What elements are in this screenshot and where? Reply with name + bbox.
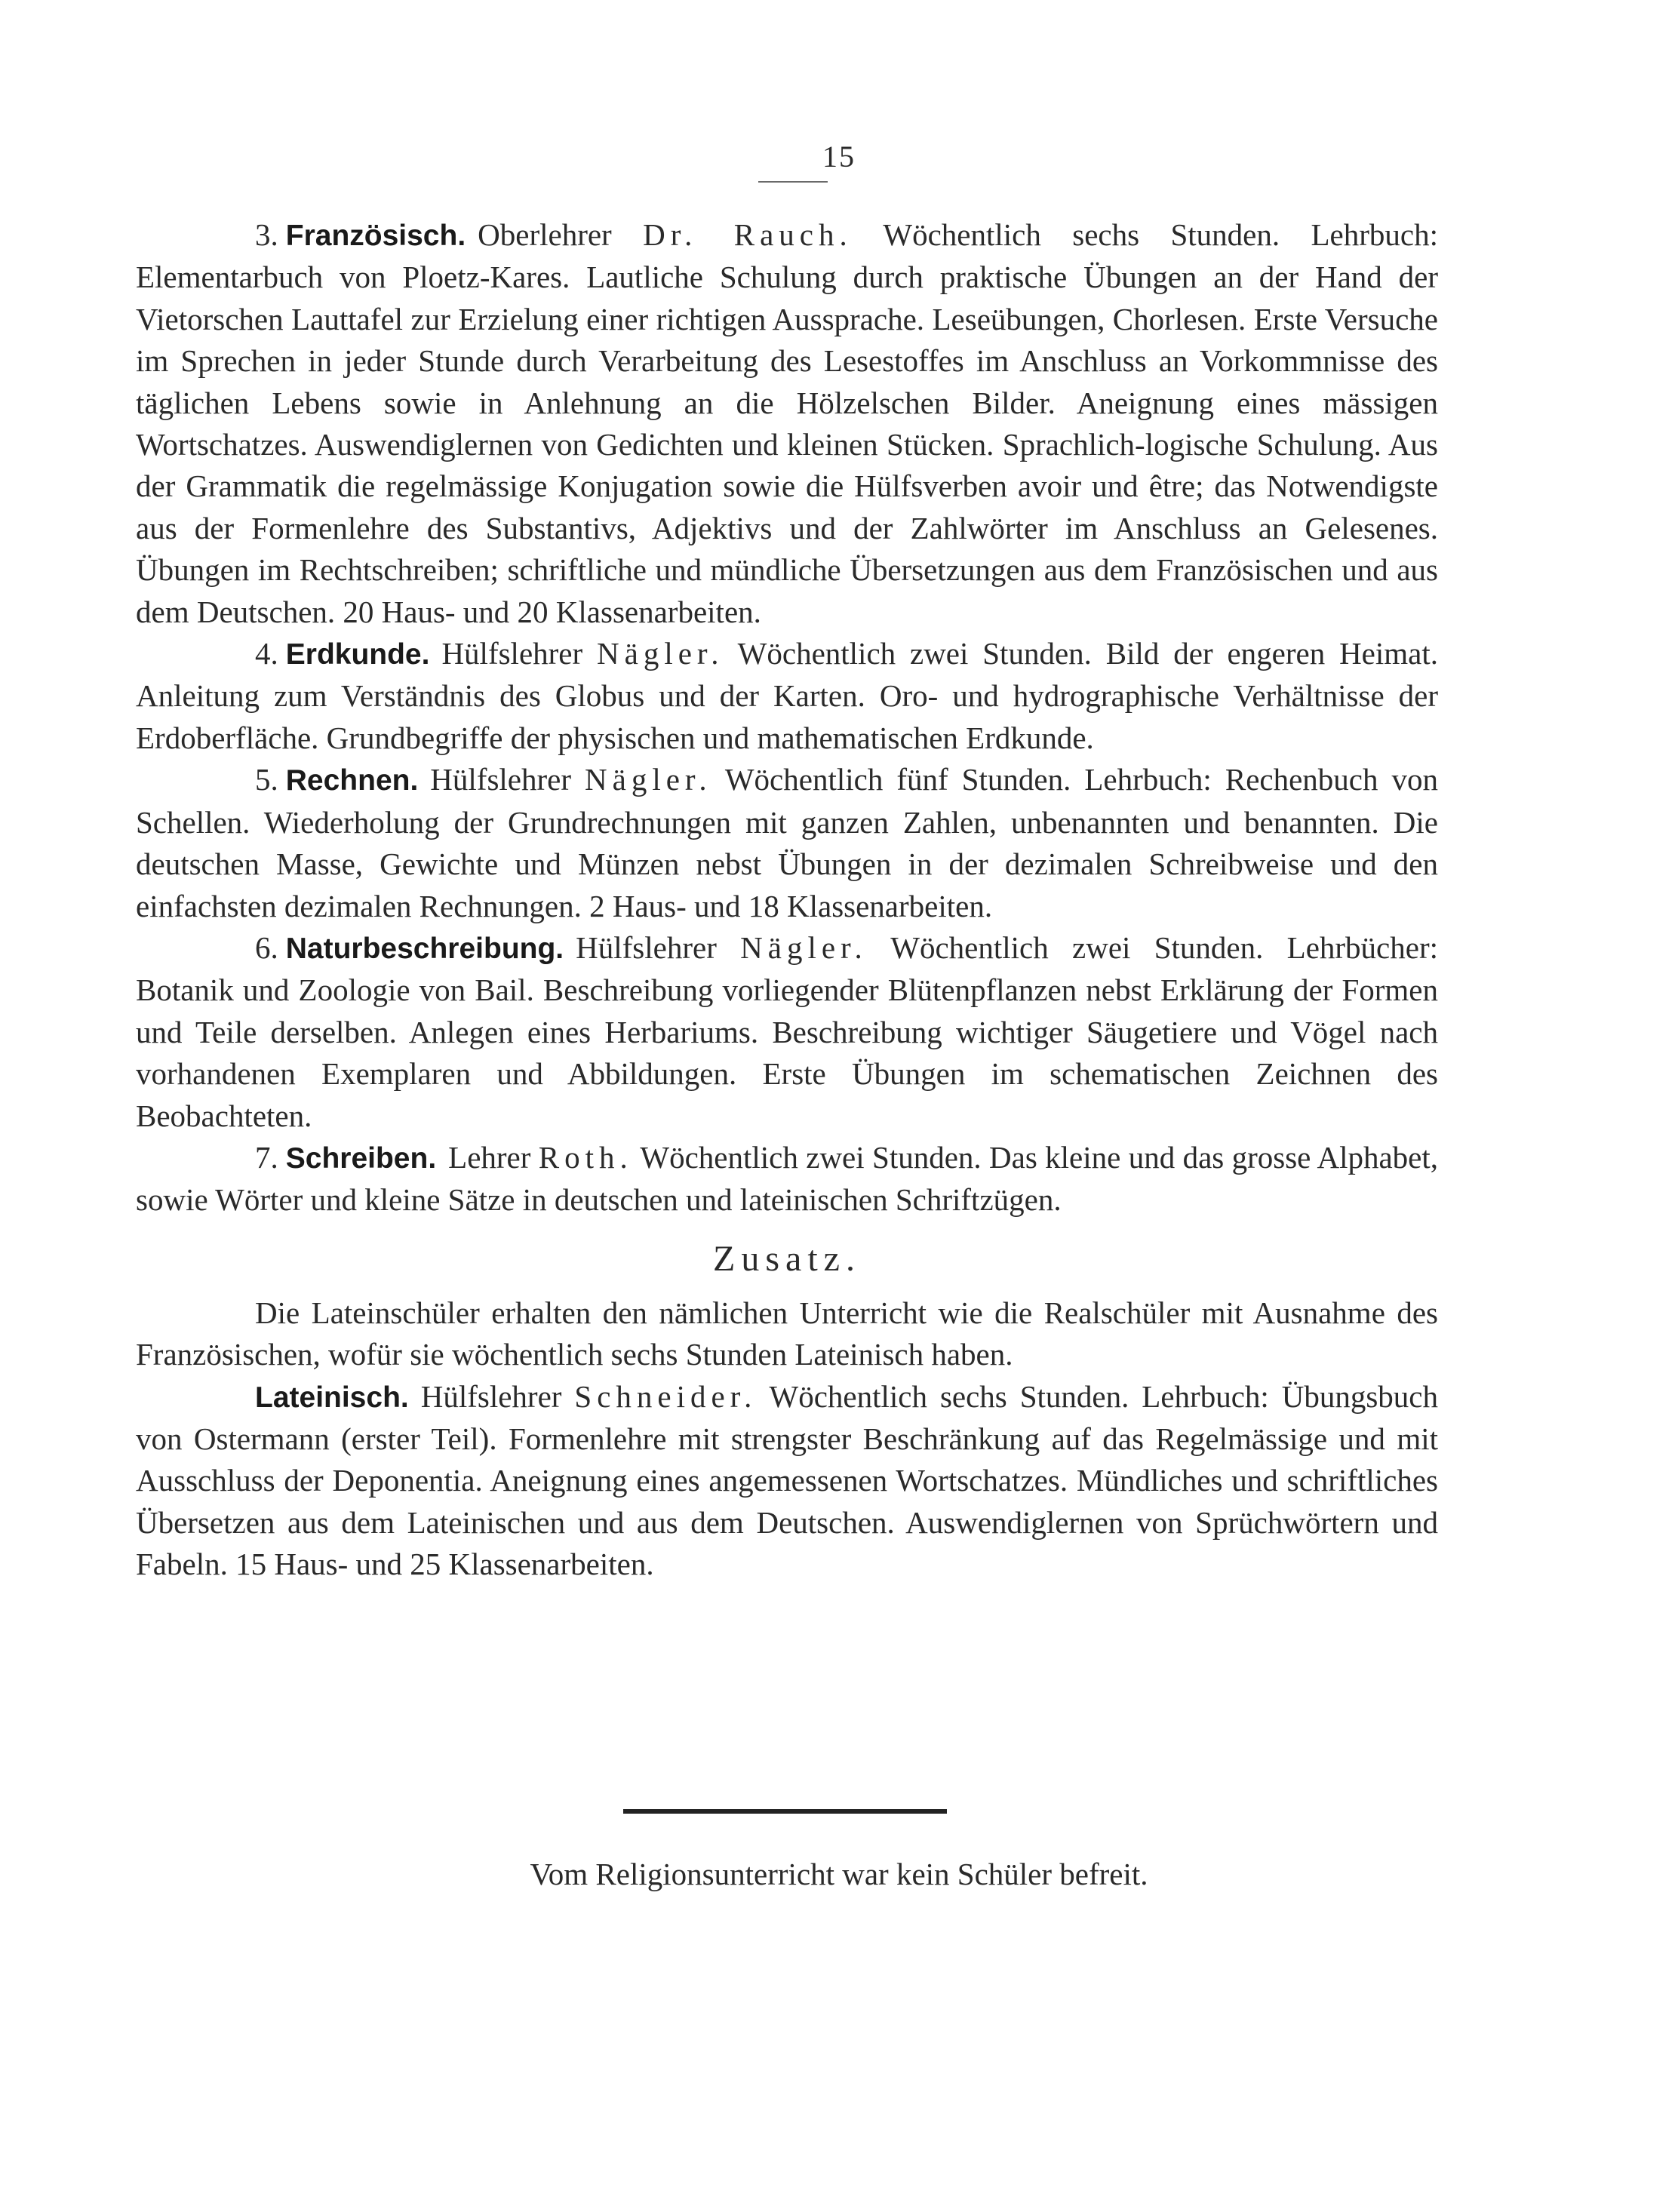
section-text: Wöchentlich sechs Stunden. Lehrbuch: Elementarbuch von Ploetz-Kares. Lautliche Schulung durch praktische Übungen an der Hand der Vietorschen Lauttafel zur Erzielung einer richtigen Aussprache. Leseübungen, Chorlesen. Erste Versuche im Sprechen in jeder Stunde durch Verarbeitung des Lesestoffes im Anschluss an Vorkommnisse des täglichen Lebens sowie in Anlehnung an die Hölzelschen Bilder. Aneignung eines mässigen Wortschatzes. Auswendiglernen von Gedichten und kleinen Stücken. Sprachlich-logische Schulung. Aus der Grammatik die regelmässige Konjugation sowie die Hülfsverben avoir und être; das Notwendigste aus der Formenlehre des Substantivs, Adjektivs und der Zahlwörter im Anschluss an Gelesenes. Übungen im Rechtschreiben; schriftliche und mündliche Übersetzungen aus dem Französischen und aus dem Deutschen. 20 Haus- und 20 Klassenarbeiten.	[136, 217, 1438, 629]
section-erdkunde	[136, 633, 1438, 759]
section-franzoesisch	[136, 214, 1438, 633]
section-subject: Schreiben.	[285, 1141, 437, 1175]
section-text: Wöchentlich zwei Stunden. Lehrbücher: Botanik und Zoologie von Bail. Beschreibung vorliegender Blütenpflanzen nebst Erklärung der Formen und Teile derselben. Anlegen eines Herbariums. Beschreibung wichtiger Säugetiere und Vögel nach vorhandenen Exemplaren und Abbildungen. Erste Übungen im schematischen Zeichnen des Beobachteten.	[136, 929, 1438, 1133]
teacher-name: Nägler.	[597, 636, 724, 671]
section-rechnen	[136, 759, 1438, 927]
teacher-title: Lehrer	[448, 1139, 539, 1175]
section-naturbeschreibung	[136, 927, 1438, 1137]
section-schreiben	[136, 1137, 1438, 1221]
document-body	[136, 214, 1438, 1586]
teacher-title: Hülfslehrer	[430, 762, 585, 797]
section-subject: Erdkunde.	[285, 638, 430, 671]
section-subject: Französisch.	[285, 220, 466, 252]
teacher-name: Schneider.	[574, 1378, 758, 1414]
page-number: 15	[822, 140, 856, 174]
teacher-name: Nägler.	[585, 762, 712, 797]
section-text: Wöchentlich zwei Stunden. Bild der engeren Heimat. Anleitung zum Verständnis des Globus und der Karten. Oro- und hydrographische Verhältnisse der Erdoberfläche. Grundbegriffe der physischen und mathematischen Erdkunde.	[136, 636, 1438, 755]
separator-rule	[623, 1809, 947, 1814]
section-text: Wöchentlich sechs Stunden. Lehrbuch: Übungsbuch von Ostermann (erster Teil). Formenlehre mit strengster Beschränkung auf das Regelmässige und mit Ausschluss der Deponentia. Aneignung eines angemessenen Wortschatzes. Mündliches und schriftliches Übersetzen aus dem Lateinischen und aus dem Deutschen. Auswendiglernen von Sprüchwörtern und Fabeln. 15 Haus- und 25 Klassenarbeiten.	[136, 1378, 1438, 1582]
teacher-name: Dr. Rauch.	[643, 217, 853, 252]
section-number: 6.	[255, 929, 278, 965]
page-number-underline	[758, 181, 828, 183]
teacher-name: Roth.	[538, 1139, 633, 1175]
section-text: Wöchentlich fünf Stunden. Lehrbuch: Rechenbuch von Schellen. Wiederholung der Grundrechnungen mit ganzen Zahlen, unbenannten und benannten. Die deutschen Masse, Gewichte und Münzen nebst Übungen in der dezimalen Schreibweise und den einfachsten dezimalen Rechnungen. 2 Haus- und 18 Klassenarbeiten.	[136, 762, 1439, 923]
section-subject: Naturbeschreibung.	[285, 932, 564, 965]
section-subject: Rechnen.	[285, 764, 419, 797]
section-lateinisch	[136, 1376, 1438, 1586]
teacher-title: Hülfslehrer	[576, 929, 741, 965]
section-subject: Lateinisch.	[255, 1381, 409, 1414]
teacher-title: Hülfslehrer	[420, 1378, 575, 1414]
section-number: 3.	[255, 217, 278, 252]
addendum-intro: Die Lateinschüler erhalten den nämlichen Unterricht wie die Realschüler mit Ausnahme des Französischen, wofür sie wöchentlich sechs Stunden Lateinisch haben.	[136, 1295, 1438, 1372]
teacher-title: Oberlehrer	[478, 217, 644, 252]
section-number: 4.	[255, 636, 278, 671]
section-text: Wöchentlich zwei Stunden. Das kleine und das grosse Alphabet, sowie Wörter und kleine Sätze in deutschen und lateinischen Schriftzügen.	[136, 1139, 1439, 1218]
teacher-name: Nägler.	[740, 929, 868, 965]
section-number: 5.	[255, 762, 278, 797]
section-number: 7.	[255, 1139, 278, 1175]
teacher-title: Hülfslehrer	[441, 636, 598, 671]
addendum-heading: Zusatz.	[713, 1238, 861, 1279]
footer-note: Vom Religionsunterricht war kein Schüler befreit.	[530, 1857, 1148, 1891]
